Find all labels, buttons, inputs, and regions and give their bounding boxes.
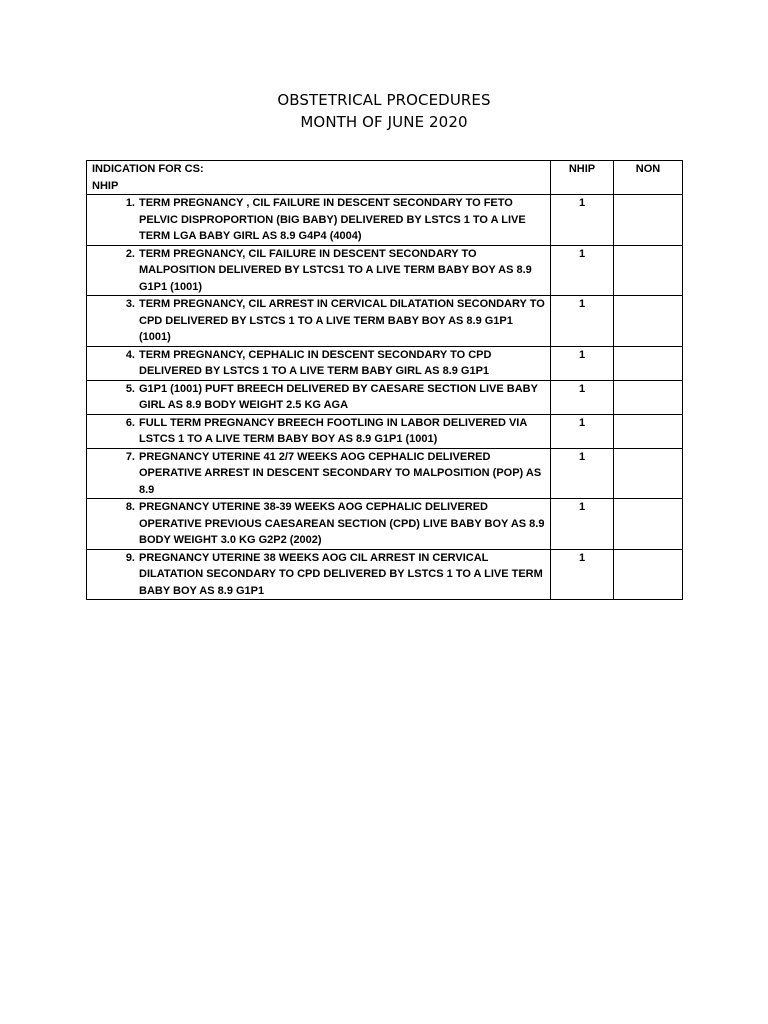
non-value (614, 245, 683, 296)
indication-cell (87, 245, 551, 296)
non-value (614, 499, 683, 550)
row-indication-text: PREGNANCY UTERINE 38-39 WEEKS AOG CEPHALIC DELIVERED OPERATIVE PREVIOUS CAESAREAN SECTION (CPD) LIVE BABY BOY AS 8.9 BODY WEIGHT 3.0 KG G2P2 (2002) (139, 501, 545, 546)
nhip-value: 1 (551, 296, 614, 347)
table-row (87, 414, 683, 448)
row-indication-text: TERM PREGNANCY , CIL FAILURE IN DESCENT SECONDARY TO FETO PELVIC DISPROPORTION (BIG BABY) DELIVERED BY LSTCS 1 TO A LIVE TERM LGA BABY GIRL AS 8.9 G4P4 (4004) (139, 197, 526, 242)
non-value (614, 346, 683, 380)
non-value (614, 380, 683, 414)
table-row (87, 448, 683, 499)
indication-cell (87, 499, 551, 550)
table-row (87, 499, 683, 550)
table-header-row (87, 161, 683, 195)
nhip-value: 1 (551, 195, 614, 246)
nhip-value: 1 (551, 414, 614, 448)
table-row (87, 346, 683, 380)
nhip-value: 1 (551, 346, 614, 380)
nhip-value: 1 (551, 549, 614, 600)
row-indication-text: G1P1 (1001) PUFT BREECH DELIVERED BY CAESARE SECTION LIVE BABY GIRL AS 8.9 BODY WEIGHT 2.5 KG AGA (139, 382, 538, 411)
row-number: 3. (125, 298, 135, 310)
row-number: 7. (125, 450, 135, 463)
indication-cell (87, 195, 551, 246)
row-number: 8. (125, 501, 135, 513)
table-body (87, 195, 683, 600)
table-row (87, 195, 683, 246)
table-row (87, 549, 683, 600)
row-number: 4. (125, 348, 135, 361)
row-number: 5. (125, 382, 135, 395)
table-row (87, 245, 683, 296)
nhip-value: 1 (551, 380, 614, 414)
row-number: 1. (125, 197, 135, 209)
title-line-2: MONTH OF JUNE 2020 (300, 113, 468, 131)
nhip-value: 1 (551, 245, 614, 296)
non-value (614, 549, 683, 600)
header-indication-line2: NHIP (92, 179, 119, 192)
row-indication-text: TERM PREGNANCY, CEPHALIC IN DESCENT SECONDARY TO CPD DELIVERED BY LSTCS 1 TO A LIVE TERM BABY GIRL AS 8.9 G1P1 (139, 348, 492, 377)
document-title (0, 89, 768, 133)
indication-cell (87, 448, 551, 499)
cs-indication-table (86, 160, 683, 600)
nhip-value: 1 (551, 499, 614, 550)
header-indication-line1: INDICATION FOR CS: (92, 163, 204, 175)
row-indication-text: FULL TERM PREGNANCY BREECH FOOTLING IN LABOR DELIVERED VIA LSTCS 1 TO A LIVE TERM BABY BOY AS 8.9 G1P1 (1001) (139, 416, 527, 445)
header-non: NON (614, 161, 683, 195)
non-value (614, 448, 683, 499)
row-indication-text: TERM PREGNANCY, CIL FAILURE IN DESCENT SECONDARY TO MALPOSITION DELIVERED BY LSTCS1 TO A LIVE TERM BABY BOY AS 8.9 G1P1 (1001) (139, 247, 532, 293)
indication-cell (87, 549, 551, 600)
non-value (614, 296, 683, 347)
header-indication (87, 161, 551, 195)
indication-cell (87, 380, 551, 414)
indication-cell (87, 346, 551, 380)
indication-cell (87, 414, 551, 448)
title-line-1: OBSTETRICAL PROCEDURES (277, 91, 491, 109)
row-indication-text: PREGNANCY UTERINE 38 WEEKS AOG CIL ARREST IN CERVICAL DILATATION SECONDARY TO CPD DELIVERED BY LSTCS 1 TO A LIVE TERM BABY BOY AS 8.9 G1P1 (139, 551, 543, 597)
row-indication-text: PREGNANCY UTERINE 41 2/7 WEEKS AOG CEPHALIC DELIVERED OPERATIVE ARREST IN DESCENT SECONDARY TO MALPOSITION (POP) AS 8.9 (139, 450, 542, 496)
row-number: 6. (125, 416, 135, 429)
row-number: 2. (125, 247, 135, 260)
header-nhip: NHIP (551, 161, 614, 195)
nhip-value: 1 (551, 448, 614, 499)
table-row (87, 380, 683, 414)
table-row (87, 296, 683, 347)
indication-cell (87, 296, 551, 347)
non-value (614, 195, 683, 246)
row-number: 9. (125, 551, 135, 564)
non-value (614, 414, 683, 448)
row-indication-text: TERM PREGNANCY, CIL ARREST IN CERVICAL DILATATION SECONDARY TO CPD DELIVERED BY LSTCS 1 TO A LIVE TERM BABY BOY AS 8.9 G1P1 (1001) (139, 298, 545, 343)
